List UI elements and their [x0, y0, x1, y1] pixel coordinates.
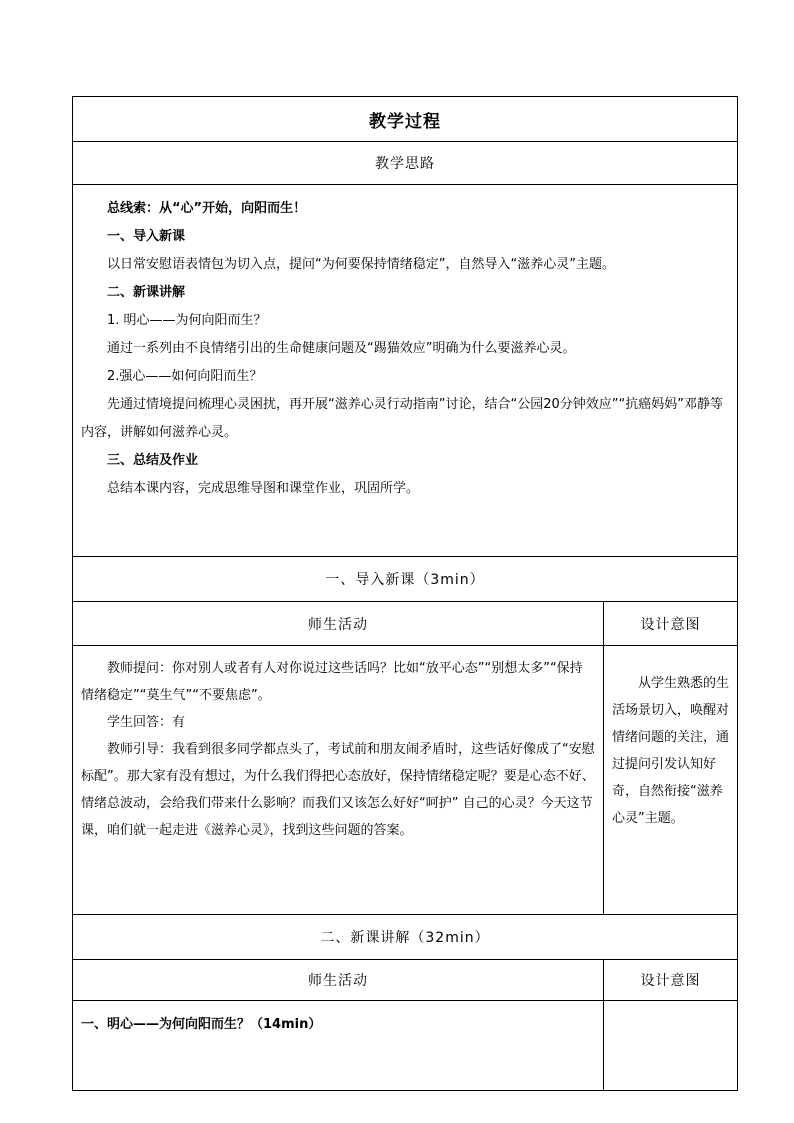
page-title: 教学过程 [369, 111, 441, 132]
table-title-cell [73, 97, 738, 142]
outline-part2-heading: 二、新课讲解 [107, 285, 186, 300]
section-intro-title: 一、导入新课（3min） [325, 572, 485, 588]
lesson-process-table [72, 96, 738, 1091]
column-header-design-label-2: 设计意图 [640, 973, 701, 989]
section-new-title: 二、新课讲解（32min） [320, 930, 490, 946]
outline-part1-heading: 一、导入新课 [107, 229, 186, 244]
main-thread: 总线索：从“心”开始，向阳而生！ [107, 201, 307, 216]
student-answer: 学生回答：有 [107, 715, 186, 730]
teaching-outline [73, 185, 738, 557]
column-header-design-label: 设计意图 [640, 616, 701, 633]
subsection1-title: 一、明心——为何向阳而生？（14min） [81, 1017, 322, 1032]
outline-part2-item1-body: 通过一系列由不良情绪引出的生命健康问题及“踢猫效应”明确为什么要滋养心灵。 [107, 341, 576, 356]
column-header-activity-2 [73, 960, 604, 1001]
column-header-activity [73, 602, 604, 646]
teacher-question: 教师提问：你对别人或者有人对你说过这些话吗？比如“放平心态”“别想太多”“保持情绪稳定”“莫生气”“不要焦虑”。 [81, 661, 583, 703]
column-header-design-2 [604, 960, 738, 1001]
design-intent: 从学生熟悉的生活场景切入，唤醒对情绪问题的关注，通过提问引发认知好奇，自然衔接“滋养心灵”主题。 [612, 676, 730, 826]
outline-part3-heading: 三、总结及作业 [107, 453, 199, 468]
teaching-approach-heading: 教学思路 [375, 156, 435, 172]
outline-part2-item2-title: 2.强心——如何向阳而生？ [107, 369, 263, 384]
subtitle-cell [73, 142, 738, 185]
outline-part3-body: 总结本课内容，完成思维导图和课堂作业，巩固所学。 [107, 481, 420, 496]
column-header-activity-label-2: 师生活动 [308, 973, 368, 989]
subsection1-cell [73, 1001, 604, 1091]
outline-part2-item2-body: 先通过情境提问梳理心灵困扰，再开展“滋养心灵行动指南”讨论，结合“公园20分钟效应”“抗癌妈妈”邓静等内容，讲解如何滋养心灵。 [81, 397, 723, 440]
column-header-design [604, 602, 738, 646]
section-intro-title-cell [73, 557, 738, 602]
intro-design-cell [604, 646, 738, 915]
outline-part2-item1-title: 1. 明心——为何向阳而生？ [107, 313, 267, 328]
subsection1-design-cell [604, 1001, 738, 1091]
teacher-guide: 教师引导：我看到很多同学都点头了，考试前和朋友闹矛盾时，这些话好像成了“安慰标配”。那大家有没有想过，为什么我们得把心态放好，保持情绪稳定呢？要是心态不好、情绪总波动，会给我们带来什么影响？而我们又该怎么好好“呵护” 自己的心灵？今天这节课，咱们就一起走进《滋养心灵》，找到这些问题的答案。 [81, 742, 595, 838]
section-new-title-cell [73, 915, 738, 960]
outline-part1-body: 以日常安慰语表情包为切入点，提问“为何要保持情绪稳定”，自然导入“滋养心灵”主题。 [107, 257, 615, 272]
column-header-activity-label: 师生活动 [308, 616, 368, 633]
intro-activity-cell [73, 646, 604, 915]
